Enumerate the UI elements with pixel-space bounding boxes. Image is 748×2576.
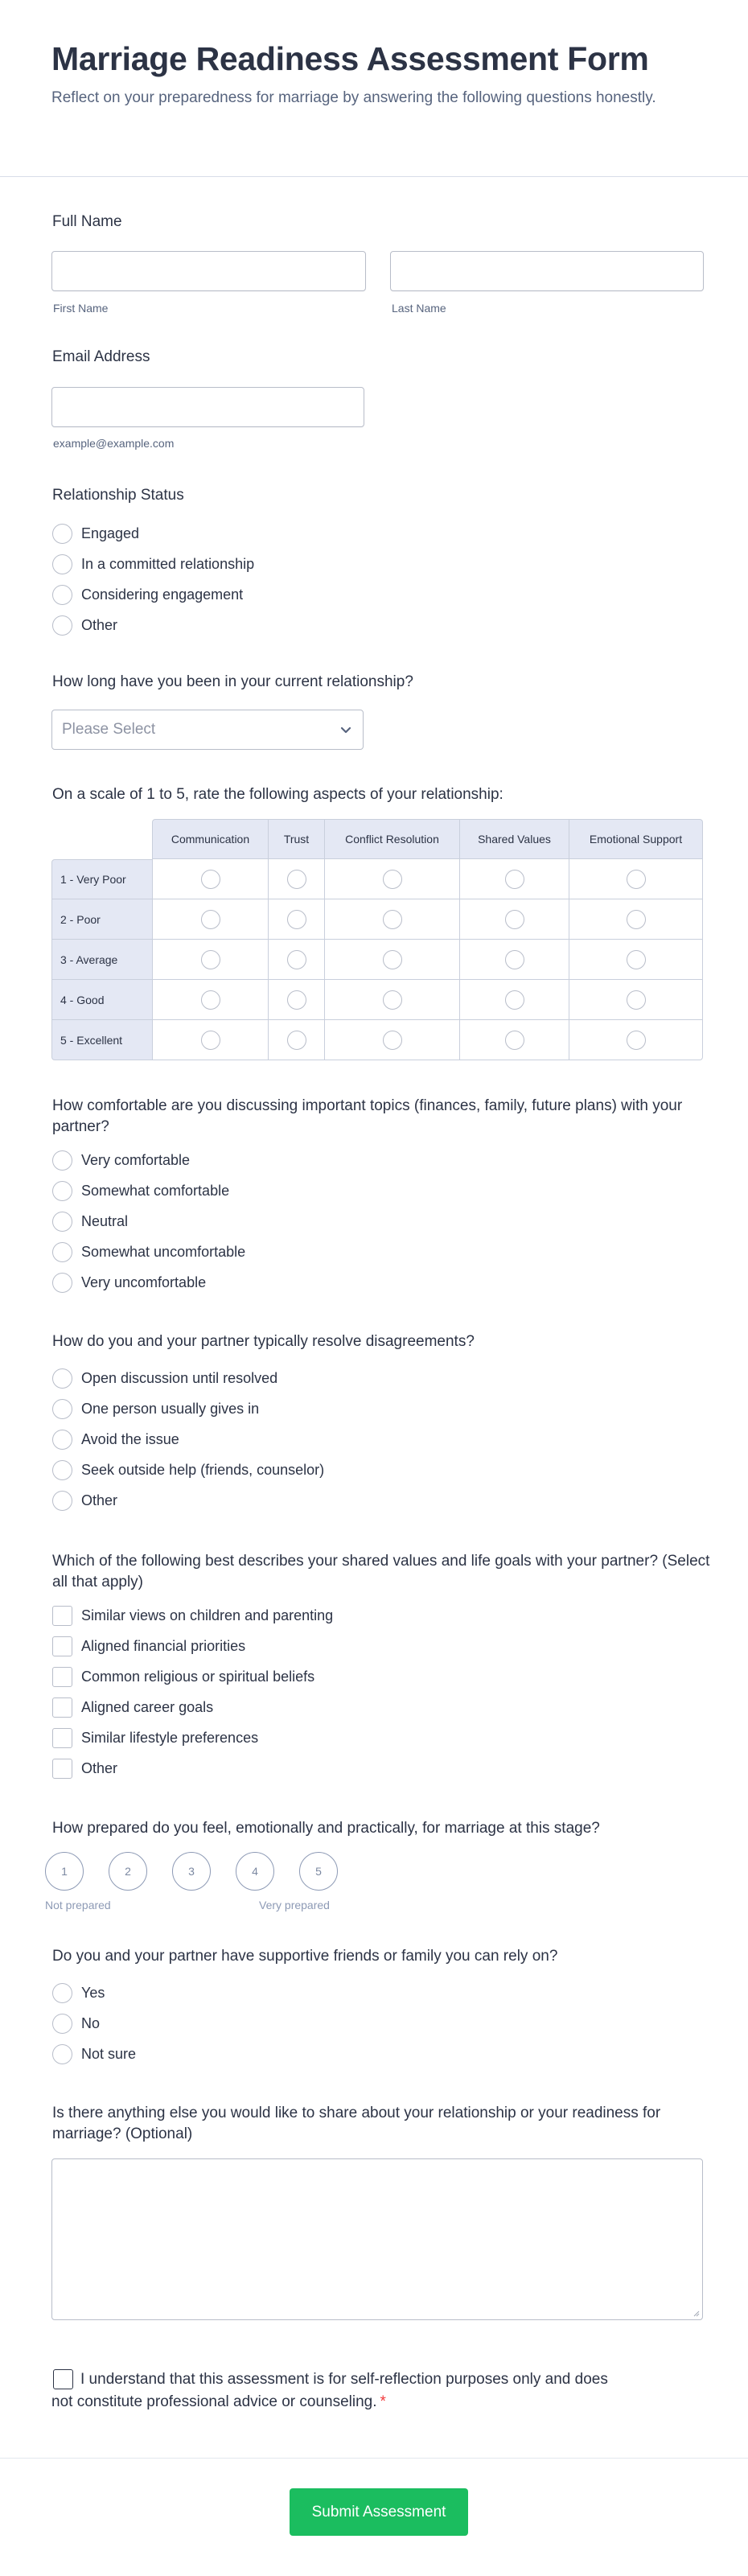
radio-button[interactable] (52, 554, 72, 574)
matrix-column-header: Trust (269, 819, 325, 859)
matrix-cell (569, 1020, 703, 1060)
option-label: Other (81, 1492, 118, 1508)
radio-option[interactable] (52, 523, 139, 544)
first-name-input[interactable] (51, 251, 366, 291)
matrix-radio-button[interactable] (383, 950, 402, 969)
option-label: Yes (81, 1984, 105, 2001)
matrix-cell (152, 940, 269, 980)
matrix-radio-button[interactable] (627, 910, 646, 929)
radio-option[interactable] (52, 1180, 229, 1201)
disagreements-label: How do you and your partner typically resolve disagreements? (52, 1333, 475, 1350)
option-label: Somewhat comfortable (81, 1182, 230, 1199)
form-header (0, 0, 748, 177)
matrix-column-header: Conflict Resolution (325, 819, 460, 859)
email-input[interactable] (51, 387, 364, 427)
radio-button[interactable] (52, 2044, 72, 2064)
option-label: Open discussion until resolved (81, 1369, 278, 1386)
matrix-cell (325, 980, 460, 1020)
option-label: Similar lifestyle preferences (81, 1729, 259, 1746)
option-label: Seek outside help (friends, counselor) (81, 1461, 325, 1478)
radio-option[interactable] (52, 2013, 100, 2034)
radio-button[interactable] (52, 1430, 72, 1450)
matrix-radio-button[interactable] (201, 990, 220, 1010)
matrix-cell (325, 899, 460, 940)
matrix-radio-button[interactable] (383, 1031, 402, 1050)
radio-option[interactable] (52, 1241, 245, 1262)
checkbox-option[interactable] (52, 1605, 333, 1626)
radio-option[interactable] (52, 1982, 105, 2003)
matrix-cell (152, 899, 269, 940)
comfort-label: How comfortable are you discussing important topics (finances, family, future plans) with your partner? (52, 1097, 683, 1135)
option-label: Considering engagement (81, 586, 244, 603)
checkbox[interactable] (52, 1759, 72, 1779)
checkbox-option[interactable] (52, 1758, 117, 1779)
relationship-length-label: How long have you been in your current relationship? (52, 673, 413, 690)
scale-max-caption: Very prepared (259, 1899, 330, 1911)
matrix-radio-button[interactable] (505, 950, 524, 969)
radio-button[interactable] (52, 1460, 72, 1480)
matrix-radio-button[interactable] (505, 1031, 524, 1050)
relationship-status-label: Relationship Status (52, 487, 184, 504)
matrix-column-header: Emotional Support (569, 819, 703, 859)
agreement-label (51, 2368, 631, 2413)
radio-option[interactable] (52, 584, 243, 605)
matrix-radio-button[interactable] (383, 990, 402, 1010)
matrix-column-header: Communication (152, 819, 269, 859)
matrix-cell (569, 940, 703, 980)
email-label: Email Address (52, 348, 150, 365)
matrix-cell (269, 1020, 325, 1060)
radio-option[interactable] (52, 553, 254, 574)
radio-button[interactable] (52, 1150, 72, 1171)
option-label: Very uncomfortable (81, 1274, 207, 1290)
option-label: Neutral (81, 1212, 129, 1229)
matrix-row-label: 2 - Poor (51, 899, 153, 940)
option-label: Common religious or spiritual beliefs (81, 1668, 315, 1685)
checkbox-option[interactable] (52, 1636, 245, 1656)
matrix-row-label: 5 - Excellent (51, 1020, 153, 1060)
checkbox[interactable] (52, 1697, 72, 1718)
option-label: Very comfortable (81, 1151, 191, 1168)
matrix-radio-button[interactable] (627, 1031, 646, 1050)
matrix-cell (269, 899, 325, 940)
matrix-radio-button[interactable] (505, 910, 524, 929)
radio-option[interactable] (52, 1150, 190, 1171)
option-label: Avoid the issue (81, 1430, 179, 1447)
radio-option[interactable] (52, 1272, 206, 1293)
option-label: Similar views on children and parenting (81, 1607, 334, 1623)
matrix-cell (152, 859, 269, 899)
radio-option[interactable] (52, 1459, 324, 1480)
radio-option[interactable] (52, 615, 117, 636)
radio-button[interactable] (52, 1273, 72, 1293)
matrix-cell (460, 980, 569, 1020)
matrix-radio-button[interactable] (201, 910, 220, 929)
matrix-row-label: 1 - Very Poor (51, 859, 153, 899)
radio-button[interactable] (52, 1242, 72, 1262)
required-asterisk: * (380, 2393, 386, 2410)
page-title: Marriage Readiness Assessment Form (51, 40, 649, 77)
radio-button[interactable] (52, 1983, 72, 2003)
radio-option[interactable] (52, 1368, 277, 1389)
option-label: Aligned career goals (81, 1698, 214, 1715)
checkbox[interactable] (52, 1728, 72, 1748)
radio-button[interactable] (52, 585, 72, 605)
matrix-cell (460, 1020, 569, 1060)
matrix-cell (569, 899, 703, 940)
radio-button[interactable] (52, 1491, 72, 1511)
radio-button[interactable] (52, 1368, 72, 1389)
matrix-cell (325, 1020, 460, 1060)
scale-option-5[interactable]: 5 (299, 1852, 338, 1891)
matrix-cell (269, 940, 325, 980)
radio-button[interactable] (52, 615, 72, 636)
option-label: Aligned financial priorities (81, 1637, 246, 1654)
matrix-radio-button[interactable] (287, 950, 306, 969)
shared-values-label: Which of the following best describes your shared values and life goals with your partner? (Select all that apply) (52, 1553, 710, 1590)
radio-option[interactable] (52, 1398, 259, 1419)
option-label: One person usually gives in (81, 1400, 260, 1417)
page-subtitle: Reflect on your preparedness for marriage by answering the following questions honestly. (51, 89, 656, 106)
agreement-text: I understand that this assessment is for self-reflection purposes only and does not constitute professional advice or counseling. (51, 2371, 608, 2410)
option-label: Engaged (81, 525, 140, 541)
scale-option-3[interactable]: 3 (172, 1852, 211, 1891)
matrix-cell (460, 859, 569, 899)
radio-button[interactable] (52, 1212, 72, 1232)
matrix-radio-button[interactable] (627, 990, 646, 1010)
matrix-radio-button[interactable] (505, 870, 524, 889)
resize-grip-icon[interactable] (693, 2311, 700, 2317)
matrix-label: On a scale of 1 to 5, rate the following aspects of your relationship: (52, 786, 503, 803)
matrix-cell (325, 859, 460, 899)
option-label: In a committed relationship (81, 555, 255, 572)
radio-button[interactable] (52, 2014, 72, 2034)
option-label: Not sure (81, 2045, 137, 2062)
radio-button[interactable] (52, 1181, 72, 1201)
matrix-cell (269, 980, 325, 1020)
option-label: Somewhat uncomfortable (81, 1243, 246, 1260)
matrix-radio-button[interactable] (287, 870, 306, 889)
select-placeholder: Please Select (62, 721, 156, 738)
matrix-radio-button[interactable] (201, 870, 220, 889)
chevron-down-icon (339, 722, 353, 737)
checkbox-option[interactable] (52, 1727, 258, 1748)
scale-option-2[interactable]: 2 (109, 1852, 147, 1891)
radio-button[interactable] (52, 1399, 72, 1419)
radio-option[interactable] (52, 1211, 128, 1232)
option-label: Other (81, 1759, 118, 1776)
relationship-length-select[interactable] (51, 710, 364, 750)
full-name-label: Full Name (52, 213, 122, 230)
first-name-sublabel: First Name (53, 302, 109, 315)
checkbox-option[interactable] (52, 1697, 213, 1718)
radio-option[interactable] (52, 2043, 136, 2064)
matrix-radio-button[interactable] (201, 1031, 220, 1050)
matrix-cell (325, 940, 460, 980)
matrix-radio-button[interactable] (201, 950, 220, 969)
additional-label: Is there anything else you would like to share about your relationship or your readiness for marriage? (Optional) (52, 2105, 661, 2142)
footer-divider (0, 2458, 748, 2459)
option-label: Other (81, 616, 118, 633)
matrix-radio-button[interactable] (627, 870, 646, 889)
matrix-radio-button[interactable] (627, 950, 646, 969)
last-name-input[interactable] (390, 251, 704, 291)
matrix-cell (269, 859, 325, 899)
radio-button[interactable] (52, 524, 72, 544)
matrix-radio-button[interactable] (383, 910, 402, 929)
matrix-cell (460, 899, 569, 940)
additional-textarea[interactable] (51, 2158, 703, 2320)
email-sublabel: example@example.com (53, 437, 175, 450)
scale-option-1[interactable]: 1 (45, 1852, 84, 1891)
matrix-cell (152, 980, 269, 1020)
matrix-row-label: 4 - Good (51, 980, 153, 1020)
submit-button[interactable]: Submit Assessment (290, 2488, 468, 2536)
matrix-radio-button[interactable] (287, 990, 306, 1010)
checkbox[interactable] (52, 1636, 72, 1656)
option-label: No (81, 2014, 101, 2031)
checkbox[interactable] (52, 1606, 72, 1626)
support-label: Do you and your partner have supportive friends or family you can rely on? (52, 1948, 558, 1965)
checkbox-option[interactable] (52, 1666, 314, 1687)
matrix-cell (569, 859, 703, 899)
matrix-cell (152, 1020, 269, 1060)
radio-option[interactable] (52, 1490, 117, 1511)
matrix-cell (460, 940, 569, 980)
checkbox[interactable] (52, 1667, 72, 1687)
matrix-radio-button[interactable] (383, 870, 402, 889)
matrix-radio-button[interactable] (287, 1031, 306, 1050)
matrix-radio-button[interactable] (505, 990, 524, 1010)
scale-option-4[interactable]: 4 (236, 1852, 274, 1891)
matrix-column-header: Shared Values (460, 819, 569, 859)
matrix-cell (569, 980, 703, 1020)
matrix-radio-button[interactable] (287, 910, 306, 929)
last-name-sublabel: Last Name (392, 302, 446, 315)
matrix-row-label: 3 - Average (51, 940, 153, 980)
scale-min-caption: Not prepared (45, 1899, 111, 1911)
radio-option[interactable] (52, 1429, 179, 1450)
preparedness-label: How prepared do you feel, emotionally and practically, for marriage at this stage? (52, 1820, 600, 1837)
